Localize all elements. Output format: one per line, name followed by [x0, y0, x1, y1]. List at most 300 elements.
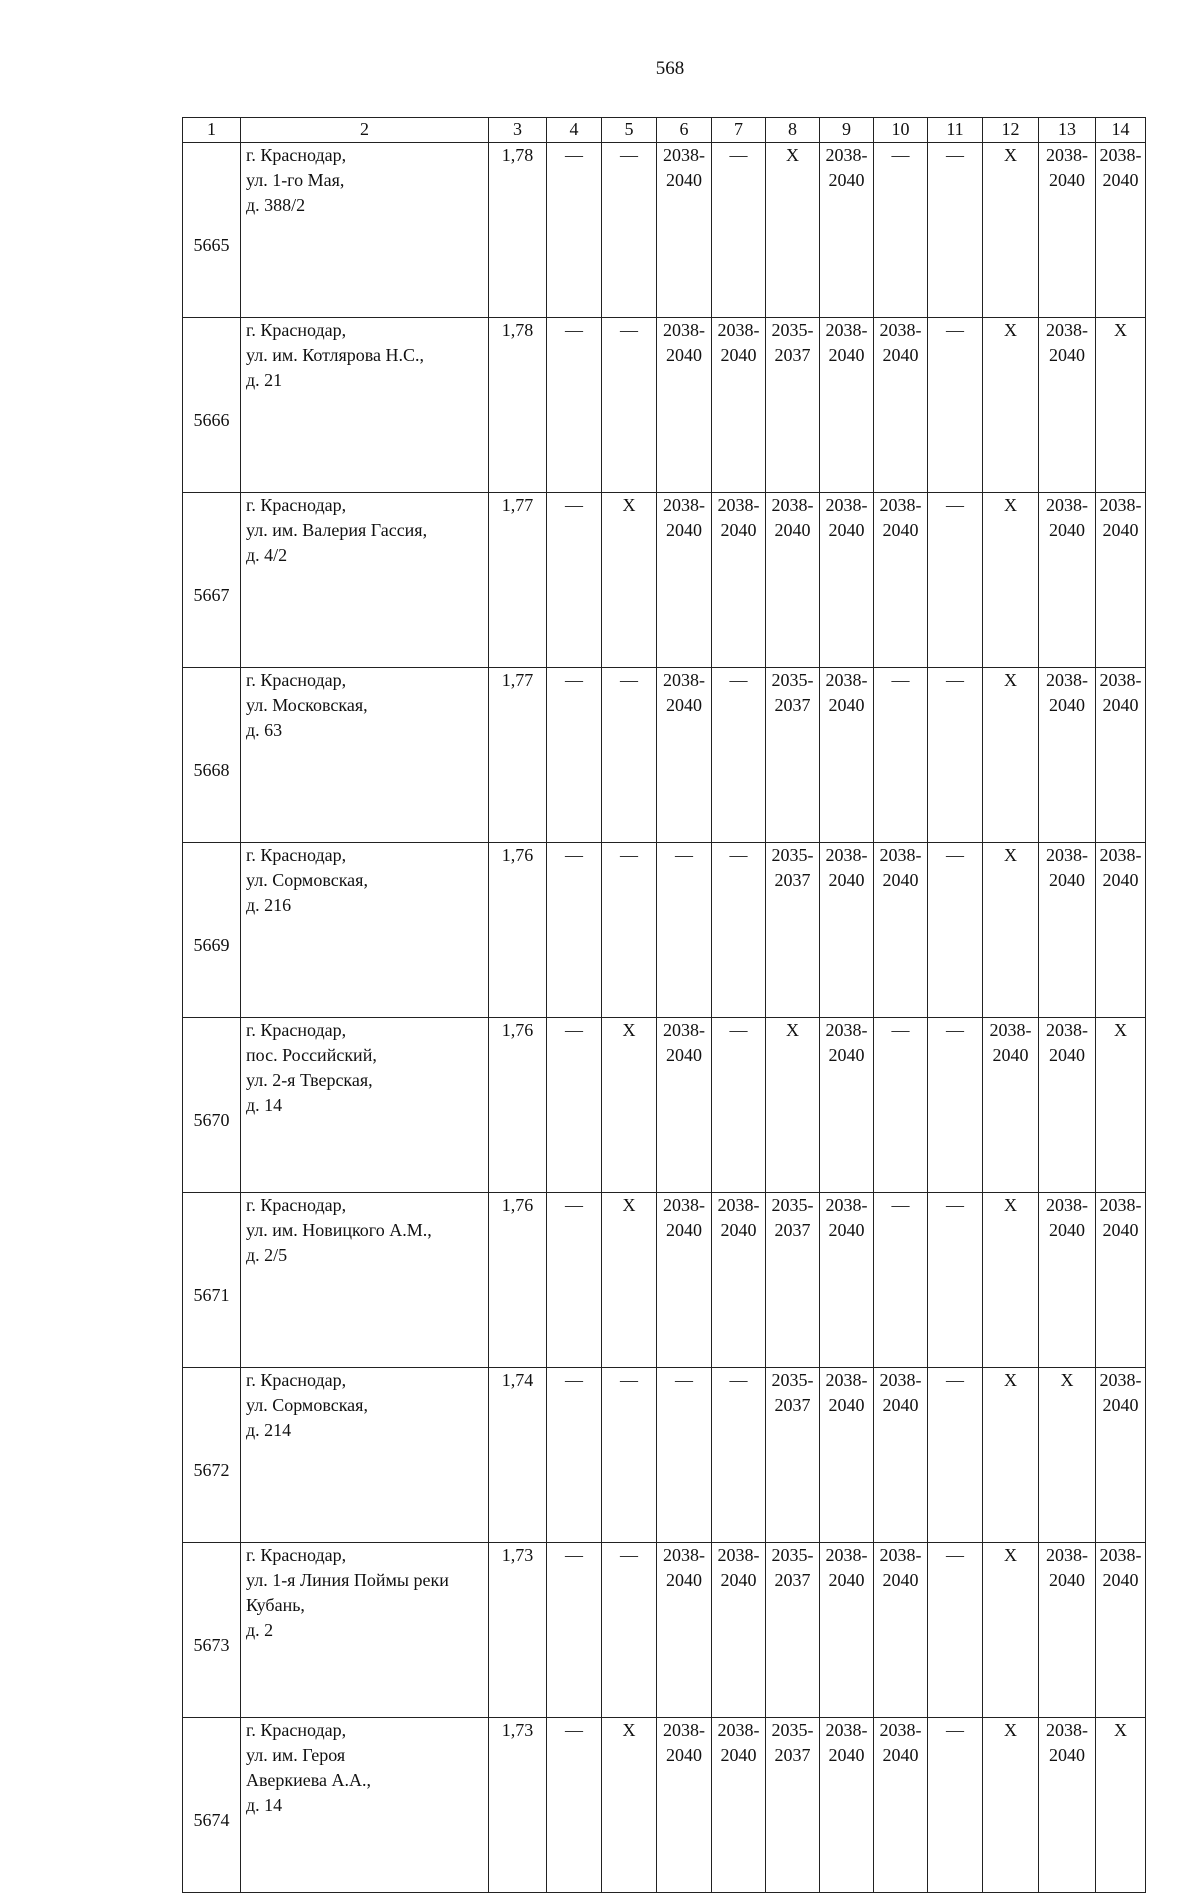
period-cell-col-10: [874, 1193, 928, 1368]
address-cell: [241, 668, 489, 843]
period-cell-col-12: [983, 1018, 1039, 1193]
period-text: —: [675, 845, 693, 865]
period-cell-col-12: [983, 318, 1039, 493]
period-text: 2040: [666, 345, 702, 365]
period-text: —: [565, 145, 583, 165]
period-text: 2038-: [717, 1720, 760, 1740]
period-cell-col-7: [712, 1543, 766, 1718]
period-text: —: [729, 145, 748, 165]
address-line: ул. Сормовская,: [246, 1395, 368, 1415]
period-text: 2035-: [771, 320, 814, 340]
period-text: 2040: [1049, 1220, 1085, 1240]
address-cell: [241, 843, 489, 1018]
period-cell-col-11: [928, 318, 983, 493]
table-row: [183, 1718, 1146, 1893]
period-cell-col-4: [547, 143, 602, 318]
column-header-9: 9: [820, 118, 874, 143]
column-header-14: 14: [1096, 118, 1146, 143]
period-cell-col-5: [602, 843, 657, 1018]
period-text: 2040: [882, 1745, 919, 1765]
period-cell-col-13: [1039, 1368, 1096, 1543]
address-line: г. Краснодар,: [246, 320, 347, 340]
period-text: 2040: [1049, 1745, 1085, 1765]
period-cell-col-7: [712, 1718, 766, 1893]
period-text: 2040: [1049, 520, 1085, 540]
period-cell-col-12: [983, 493, 1039, 668]
period-cell-col-11: [928, 493, 983, 668]
period-cell-col-4: [547, 1718, 602, 1893]
period-text: 2040: [828, 520, 865, 540]
period-cell-col-6: [657, 843, 712, 1018]
period-text: 2040: [666, 1045, 702, 1065]
period-text: X: [1004, 145, 1017, 165]
period-text: 2038-: [825, 1370, 868, 1390]
period-text: —: [620, 320, 638, 340]
period-cell-col-4: [547, 843, 602, 1018]
period-cell-col-7: [712, 493, 766, 668]
period-text: —: [565, 320, 583, 340]
period-text: 2035-: [771, 670, 814, 690]
column-header-11: 11: [928, 118, 983, 143]
period-cell-col-10: [874, 843, 928, 1018]
period-text: 2037: [774, 1220, 811, 1240]
period-text: 2038-: [1046, 1720, 1088, 1740]
period-cell-col-5: [602, 318, 657, 493]
period-cell-col-9: [820, 493, 874, 668]
period-text: 2035-: [771, 1720, 814, 1740]
period-cell-col-4: [547, 1368, 602, 1543]
area-value: 1,73: [489, 1718, 547, 1893]
row-number: 5669: [183, 843, 241, 1018]
period-text: —: [946, 1195, 964, 1215]
period-cell-col-11: [928, 1718, 983, 1893]
period-text: —: [946, 145, 964, 165]
period-text: 2038-: [825, 495, 868, 515]
period-cell-col-11: [928, 668, 983, 843]
period-text: —: [565, 1195, 583, 1215]
period-text: 2040: [1049, 1570, 1085, 1590]
period-text: X: [1004, 1195, 1017, 1215]
period-text: 2040: [1102, 1570, 1139, 1590]
address-line: ул. им. Героя: [246, 1745, 346, 1765]
period-cell-col-8: [766, 1018, 820, 1193]
period-text: —: [729, 670, 748, 690]
period-text: 2040: [666, 520, 702, 540]
period-text: —: [946, 495, 964, 515]
address-line: д. 214: [246, 1420, 292, 1440]
period-text: 2038-: [717, 320, 760, 340]
period-text: 2040: [828, 1745, 865, 1765]
period-text: 2040: [828, 1570, 865, 1590]
period-text: 2038-: [989, 1020, 1032, 1040]
address-line: д. 2: [246, 1620, 274, 1640]
period-cell-col-13: [1039, 1193, 1096, 1368]
period-text: 2037: [774, 1395, 811, 1415]
table-row: [183, 318, 1146, 493]
period-text: 2040: [1049, 695, 1085, 715]
period-cell-col-12: [983, 1368, 1039, 1543]
period-text: —: [946, 320, 964, 340]
period-text: 2038-: [1046, 320, 1088, 340]
period-cell-col-10: [874, 668, 928, 843]
table-row: [183, 1368, 1146, 1543]
period-cell-col-4: [547, 318, 602, 493]
address-cell: [241, 143, 489, 318]
area-value: 1,78: [489, 318, 547, 493]
period-text: 2037: [774, 345, 811, 365]
area-value: 1,76: [489, 1018, 547, 1193]
period-cell-col-7: [712, 1018, 766, 1193]
period-text: 2038-: [1046, 1195, 1088, 1215]
period-text: —: [946, 1020, 964, 1040]
period-text: 2038-: [879, 1720, 922, 1740]
period-text: 2038-: [879, 320, 922, 340]
period-text: —: [620, 145, 638, 165]
housing-register-table: [182, 117, 1146, 1893]
period-text: X: [1004, 1545, 1017, 1565]
period-cell-col-8: [766, 143, 820, 318]
column-header-2: 2: [241, 118, 489, 143]
period-text: 2038-: [825, 845, 868, 865]
period-text: 2040: [1102, 170, 1139, 190]
period-text: 2040: [720, 345, 757, 365]
period-cell-col-12: [983, 1193, 1039, 1368]
period-text: 2038-: [1046, 495, 1088, 515]
period-cell-col-13: [1039, 1718, 1096, 1893]
period-cell-col-10: [874, 1543, 928, 1718]
period-text: —: [891, 1195, 910, 1215]
period-text: 2040: [882, 520, 919, 540]
column-header-10: 10: [874, 118, 928, 143]
period-cell-col-8: [766, 1718, 820, 1893]
column-header-1: 1: [183, 118, 241, 143]
address-line: д. 388/2: [246, 195, 306, 215]
area-value: 1,78: [489, 143, 547, 318]
period-cell-col-11: [928, 1018, 983, 1193]
period-cell-col-14: [1096, 318, 1146, 493]
period-text: X: [622, 1020, 636, 1040]
period-text: X: [1114, 320, 1127, 340]
address-line: Аверкиева А.А.,: [246, 1770, 371, 1790]
period-cell-col-4: [547, 1543, 602, 1718]
period-cell-col-14: [1096, 1018, 1146, 1193]
period-cell-col-4: [547, 1193, 602, 1368]
period-text: 2040: [666, 1570, 702, 1590]
row-number: 5674: [183, 1718, 241, 1893]
address-line: г. Краснодар,: [246, 145, 347, 165]
period-text: 2037: [774, 870, 811, 890]
period-text: X: [1004, 320, 1017, 340]
period-text: —: [946, 845, 964, 865]
period-cell-col-5: [602, 493, 657, 668]
period-text: 2040: [828, 1395, 865, 1415]
period-cell-col-5: [602, 1193, 657, 1368]
row-number: 5665: [183, 143, 241, 318]
row-number: 5672: [183, 1368, 241, 1543]
table-body: [183, 118, 1146, 1893]
period-text: 2040: [828, 1045, 865, 1065]
table-row: [183, 493, 1146, 668]
period-text: X: [1060, 1370, 1074, 1390]
period-cell-col-5: [602, 143, 657, 318]
period-cell-col-6: [657, 1018, 712, 1193]
period-cell-col-7: [712, 318, 766, 493]
period-cell-col-9: [820, 1718, 874, 1893]
column-header-4: 4: [547, 118, 602, 143]
period-cell-col-14: [1096, 1368, 1146, 1543]
period-text: 2038-: [663, 670, 705, 690]
period-text: 2035-: [771, 1370, 814, 1390]
address-line: д. 14: [246, 1795, 283, 1815]
row-number: 5666: [183, 318, 241, 493]
period-text: —: [565, 495, 583, 515]
period-cell-col-10: [874, 1718, 928, 1893]
address-line: ул. 1-го Мая,: [246, 170, 345, 190]
address-line: г. Краснодар,: [246, 1545, 347, 1565]
period-text: 2038-: [825, 1020, 868, 1040]
address-cell: [241, 493, 489, 668]
period-text: 2038-: [879, 845, 922, 865]
period-cell-col-13: [1039, 1018, 1096, 1193]
area-value: 1,77: [489, 668, 547, 843]
period-text: —: [729, 1020, 748, 1040]
period-text: 2040: [1102, 1395, 1139, 1415]
period-cell-col-5: [602, 1543, 657, 1718]
period-text: 2040: [666, 170, 702, 190]
period-cell-col-7: [712, 843, 766, 1018]
period-text: —: [620, 670, 638, 690]
period-text: 2038-: [825, 320, 868, 340]
area-value: 1,77: [489, 493, 547, 668]
area-value: 1,73: [489, 1543, 547, 1718]
period-cell-col-14: [1096, 1543, 1146, 1718]
period-text: 2038-: [717, 1195, 760, 1215]
period-cell-col-14: [1096, 493, 1146, 668]
address-line: Кубань,: [246, 1595, 305, 1615]
period-text: 2038-: [825, 1195, 868, 1215]
area-value: 1,76: [489, 843, 547, 1018]
row-number: 5671: [183, 1193, 241, 1368]
column-header-13: 13: [1039, 118, 1096, 143]
period-text: 2038-: [1099, 1195, 1142, 1215]
period-text: 2040: [1102, 1220, 1139, 1240]
period-text: —: [891, 1020, 910, 1040]
period-cell-col-11: [928, 1368, 983, 1543]
period-cell-col-10: [874, 318, 928, 493]
period-cell-col-8: [766, 1543, 820, 1718]
period-text: —: [565, 1370, 583, 1390]
period-text: 2038-: [771, 495, 814, 515]
table-row: [183, 668, 1146, 843]
period-text: X: [1004, 670, 1017, 690]
period-cell-col-13: [1039, 493, 1096, 668]
period-text: 2040: [1049, 1045, 1085, 1065]
period-cell-col-9: [820, 1543, 874, 1718]
period-text: 2040: [1049, 870, 1085, 890]
period-text: X: [1004, 1370, 1017, 1390]
address-cell: [241, 1368, 489, 1543]
address-line: г. Краснодар,: [246, 495, 347, 515]
period-text: 2040: [1049, 345, 1085, 365]
period-text: 2038-: [879, 1370, 922, 1390]
period-cell-col-13: [1039, 1543, 1096, 1718]
period-text: 2038-: [1099, 1370, 1142, 1390]
period-cell-col-6: [657, 1368, 712, 1543]
period-text: 2037: [774, 1745, 811, 1765]
period-cell-col-9: [820, 668, 874, 843]
period-text: 2040: [992, 1045, 1029, 1065]
period-text: 2038-: [879, 495, 922, 515]
period-text: —: [946, 1720, 964, 1740]
address-line: г. Краснодар,: [246, 845, 347, 865]
period-text: —: [891, 670, 910, 690]
period-text: 2038-: [825, 1720, 868, 1740]
period-text: 2040: [828, 345, 865, 365]
period-text: —: [729, 845, 748, 865]
period-cell-col-6: [657, 1193, 712, 1368]
address-line: д. 4/2: [246, 545, 288, 565]
period-text: 2038-: [663, 145, 705, 165]
period-text: 2038-: [717, 495, 760, 515]
address-line: ул. им. Котлярова Н.С.,: [246, 345, 425, 365]
period-cell-col-12: [983, 843, 1039, 1018]
period-text: 2038-: [1046, 845, 1088, 865]
period-text: 2038-: [1099, 670, 1142, 690]
period-cell-col-7: [712, 1193, 766, 1368]
period-text: 2040: [720, 1745, 757, 1765]
period-text: X: [1004, 845, 1017, 865]
period-cell-col-11: [928, 143, 983, 318]
period-cell-col-8: [766, 668, 820, 843]
period-cell-col-12: [983, 1718, 1039, 1893]
row-number: 5673: [183, 1543, 241, 1718]
period-text: —: [620, 1545, 638, 1565]
period-cell-col-7: [712, 143, 766, 318]
period-text: 2040: [720, 1220, 757, 1240]
period-text: 2040: [1102, 870, 1139, 890]
period-cell-col-13: [1039, 143, 1096, 318]
period-text: 2035-: [771, 1545, 814, 1565]
period-text: 2035-: [771, 1195, 814, 1215]
period-cell-col-6: [657, 318, 712, 493]
period-cell-col-4: [547, 493, 602, 668]
period-cell-col-5: [602, 1368, 657, 1543]
period-cell-col-14: [1096, 843, 1146, 1018]
period-text: 2038-: [663, 495, 705, 515]
period-text: 2037: [774, 1570, 811, 1590]
period-text: 2037: [774, 695, 811, 715]
address-line: ул. Московская,: [246, 695, 368, 715]
period-cell-col-6: [657, 143, 712, 318]
period-text: 2040: [720, 1570, 757, 1590]
address-line: г. Краснодар,: [246, 1195, 347, 1215]
address-cell: [241, 1543, 489, 1718]
period-cell-col-8: [766, 843, 820, 1018]
period-cell-col-8: [766, 1193, 820, 1368]
period-text: 2040: [828, 695, 865, 715]
period-text: 2040: [882, 870, 919, 890]
period-cell-col-9: [820, 1368, 874, 1543]
period-text: 2040: [666, 1220, 702, 1240]
period-text: 2038-: [1046, 1545, 1088, 1565]
period-text: —: [946, 1370, 964, 1390]
period-cell-col-12: [983, 668, 1039, 843]
address-line: г. Краснодар,: [246, 1020, 347, 1040]
period-cell-col-6: [657, 493, 712, 668]
table-row: [183, 1018, 1146, 1193]
period-cell-col-5: [602, 1018, 657, 1193]
period-text: —: [729, 1370, 748, 1390]
address-cell: [241, 1193, 489, 1368]
period-cell-col-14: [1096, 143, 1146, 318]
period-text: 2038-: [825, 145, 868, 165]
address-line: г. Краснодар,: [246, 670, 347, 690]
period-text: X: [786, 1020, 799, 1040]
period-text: 2038-: [663, 1020, 705, 1040]
period-text: X: [1114, 1020, 1127, 1040]
address-cell: [241, 1718, 489, 1893]
period-cell-col-4: [547, 668, 602, 843]
period-cell-col-9: [820, 843, 874, 1018]
table-row: [183, 143, 1146, 318]
period-cell-col-10: [874, 1018, 928, 1193]
column-header-3: 3: [489, 118, 547, 143]
period-text: —: [946, 670, 964, 690]
row-number: 5667: [183, 493, 241, 668]
period-cell-col-9: [820, 1018, 874, 1193]
period-cell-col-8: [766, 318, 820, 493]
period-text: 2040: [882, 1570, 919, 1590]
period-cell-col-12: [983, 143, 1039, 318]
period-text: 2038-: [825, 1545, 868, 1565]
period-text: 2038-: [825, 670, 868, 690]
period-text: 2038-: [1046, 670, 1088, 690]
page-number: 568: [655, 58, 685, 79]
period-cell-col-7: [712, 1368, 766, 1543]
area-value: 1,74: [489, 1368, 547, 1543]
period-text: —: [565, 1020, 583, 1040]
period-cell-col-4: [547, 1018, 602, 1193]
period-cell-col-13: [1039, 318, 1096, 493]
period-cell-col-9: [820, 1193, 874, 1368]
table-row: [183, 1543, 1146, 1718]
period-text: —: [675, 1370, 693, 1390]
period-text: —: [565, 845, 583, 865]
period-text: 2038-: [663, 1720, 705, 1740]
address-line: г. Краснодар,: [246, 1720, 347, 1740]
column-header-8: 8: [766, 118, 820, 143]
period-text: X: [1114, 1720, 1127, 1740]
period-text: 2038-: [663, 1195, 705, 1215]
period-text: 2038-: [663, 1545, 705, 1565]
period-cell-col-14: [1096, 668, 1146, 843]
address-line: д. 14: [246, 1095, 283, 1115]
period-cell-col-6: [657, 1543, 712, 1718]
address-line: ул. 2-я Тверская,: [246, 1070, 373, 1090]
table-row: [183, 1193, 1146, 1368]
period-text: —: [565, 1720, 583, 1740]
period-text: 2040: [720, 520, 757, 540]
period-cell-col-13: [1039, 668, 1096, 843]
period-text: —: [946, 1545, 964, 1565]
period-text: —: [565, 1545, 583, 1565]
period-cell-col-14: [1096, 1193, 1146, 1368]
period-text: 2040: [666, 695, 702, 715]
column-header-7: 7: [712, 118, 766, 143]
period-text: 2038-: [1099, 495, 1142, 515]
period-text: X: [622, 1195, 636, 1215]
area-value: 1,76: [489, 1193, 547, 1368]
